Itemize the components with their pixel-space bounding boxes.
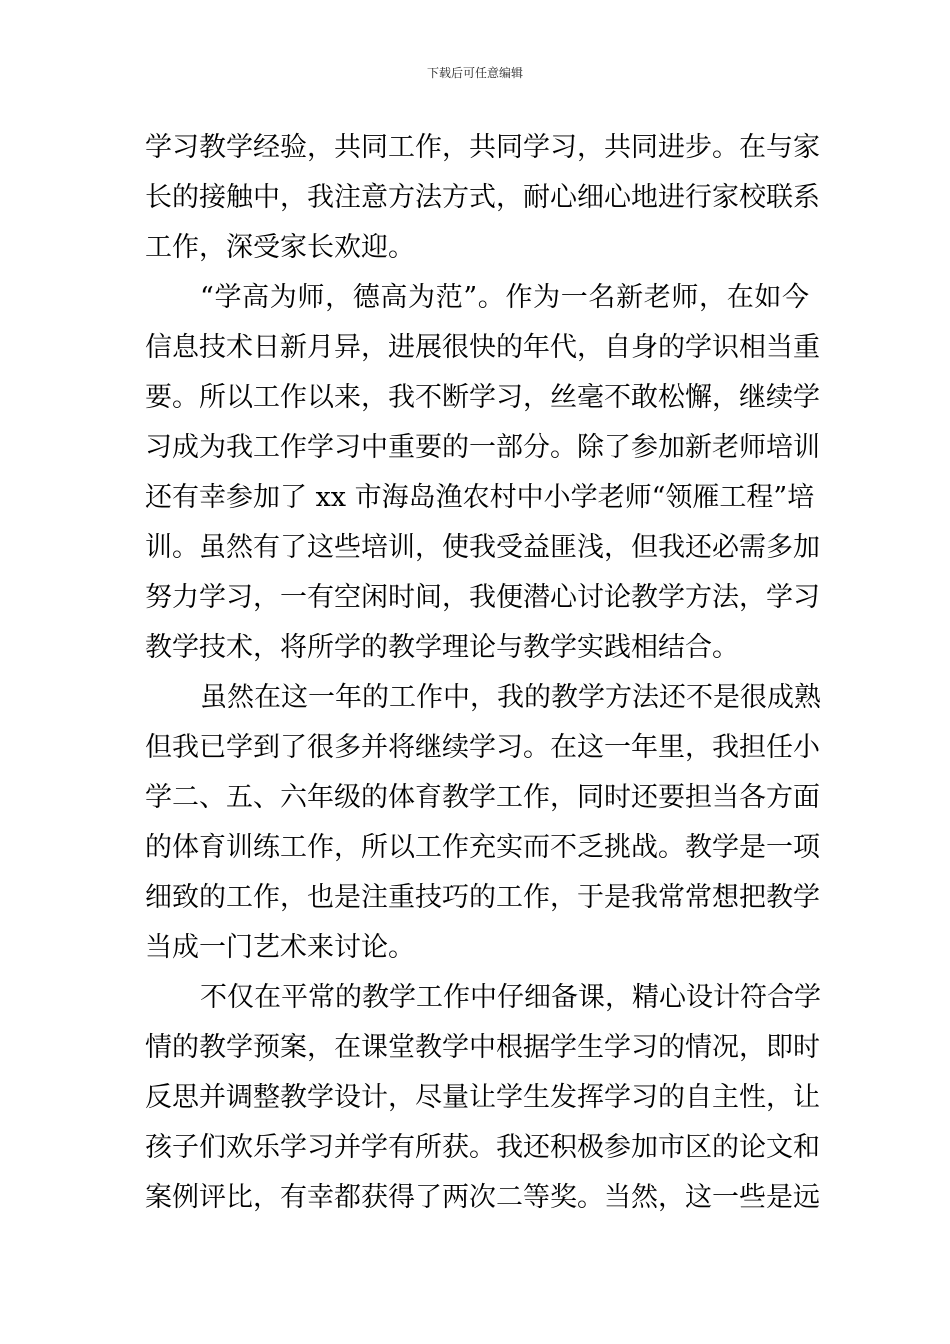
text-line: 反思并调整教学设计，尽量让学生发挥学习的自主性，让 (145, 1082, 820, 1113)
paragraph (145, 273, 820, 673)
text-line: 训。虽然有了这些培训，使我受益匪浅，但我还必需多加 (145, 532, 820, 563)
text-line: 学习教学经验，共同工作，共同学习，共同进步。在与家 (145, 132, 820, 163)
text-line: 学二、五、六年级的体育教学工作，同时还要担当各方面 (145, 782, 820, 813)
text-line: 工作，深受家长欢迎。 (145, 232, 415, 263)
document-body (145, 123, 821, 1223)
text-line: 当成一门艺术来讨论。 (145, 932, 415, 963)
text-line: 努力学习，一有空闲时间，我便潜心讨论教学方法，学习 (145, 582, 820, 613)
text-line: 孩子们欢乐学习并学有所获。我还积极参加市区的论文和 (145, 1132, 820, 1163)
paragraph (145, 123, 820, 273)
page-header-note: 下载后可任意编辑 (426, 66, 523, 80)
text-line: 细致的工作，也是注重技巧的工作，于是我常常想把教学 (145, 882, 820, 913)
text-line: 还有幸参加了 xx 市海岛渔农村中小学老师“领雁工程”培 (145, 482, 815, 513)
text-line: 情的教学预案，在课堂教学中根据学生学习的情况，即时 (145, 1032, 820, 1063)
text-line: 的体育训练工作，所以工作充实而不乏挑战。教学是一项 (145, 832, 820, 863)
text-line: 要。所以工作以来，我不断学习，丝毫不敢松懈，继续学 (145, 382, 820, 413)
paragraph (145, 673, 821, 973)
paragraph (145, 973, 821, 1223)
text-line: 长的接触中，我注意方法方式，耐心细心地进行家校联系 (145, 182, 820, 213)
text-line: 习成为我工作学习中重要的一部分。除了参加新老师培训 (145, 432, 820, 463)
text-line: 虽然在这一年的工作中，我的教学方法还不是很成熟 (200, 682, 821, 713)
text-line: 信息技术日新月异，进展很快的年代，自身的学识相当重 (145, 332, 820, 363)
text-line: 案例评比，有幸都获得了两次二等奖。当然，这一些是远 (145, 1182, 820, 1213)
text-line: 教学技术，将所学的教学理论与教学实践相结合。 (145, 632, 739, 663)
text-line: 但我已学到了很多并将继续学习。在这一年里，我担任小 (145, 732, 820, 763)
text-line: 不仅在平常的教学工作中仔细备课，精心设计符合学 (200, 982, 821, 1013)
text-line: “学高为师，德高为范”。作为一名新老师，在如今 (200, 282, 809, 313)
